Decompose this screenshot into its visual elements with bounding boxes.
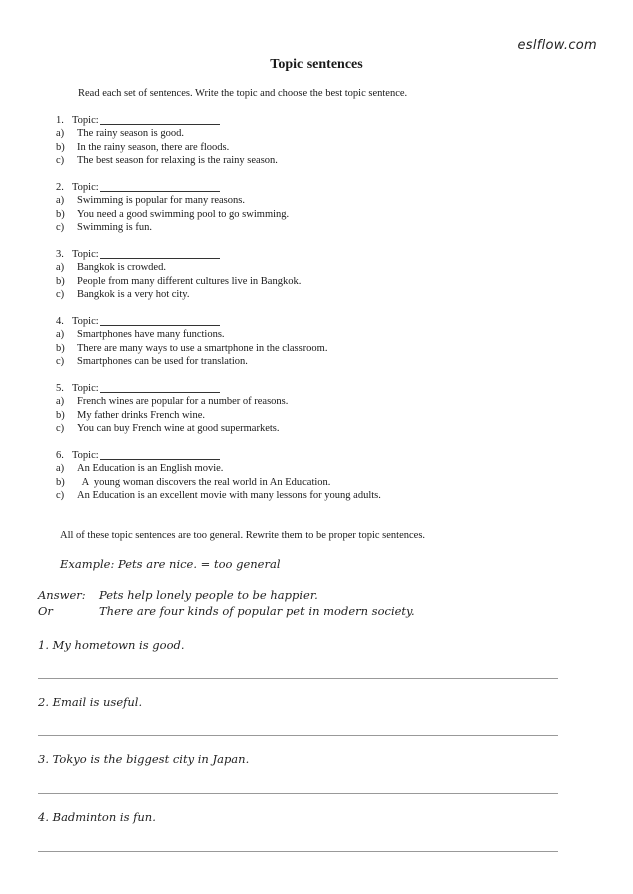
topic-blank[interactable]	[100, 449, 220, 460]
topic-blank[interactable]	[100, 248, 220, 259]
question-number: 5.	[56, 383, 64, 394]
option-a: a) Smartphones have many functions.	[56, 329, 225, 341]
topic-blank[interactable]	[100, 114, 220, 125]
option-c: c) Smartphones can be used for translation.	[56, 355, 248, 367]
answer-line-1[interactable]	[38, 678, 558, 679]
question-1	[56, 114, 278, 167]
topic-line	[56, 248, 301, 261]
question-4	[56, 315, 327, 368]
example-answer	[38, 587, 415, 619]
question-5	[56, 382, 288, 435]
question-number: 2.	[56, 182, 64, 193]
option-b: b) My father drinks French wine.	[56, 409, 206, 421]
answer-line-3[interactable]	[38, 793, 558, 794]
option-a: a) The rainy season is good.	[56, 128, 185, 140]
topic-label: Topic:	[72, 249, 99, 260]
task-1: 1. My hometown is good.	[38, 638, 185, 652]
topic-label: Topic:	[72, 115, 99, 126]
topic-line	[56, 315, 327, 328]
topic-line	[56, 114, 278, 127]
topic-blank[interactable]	[100, 382, 220, 393]
brand-watermark: eslflow.com	[517, 38, 597, 53]
option-a: a) French wines are popular for a number of reasons.	[56, 396, 289, 408]
option-c: c) An Education is an excellent movie with many lessons for young adults.	[56, 489, 381, 501]
task-2: 2. Email is useful.	[38, 695, 143, 709]
answer-1: Pets help lonely people to be happier.	[99, 588, 318, 602]
or-label: Or	[38, 604, 53, 618]
option-a: a) Bangkok is crowded.	[56, 262, 166, 274]
topic-label: Topic:	[72, 316, 99, 327]
topic-label: Topic:	[72, 182, 99, 193]
option-b: b) You need a good swimming pool to go swimming.	[56, 208, 290, 220]
answer-2: There are four kinds of popular pet in modern society.	[99, 604, 415, 618]
option-a: a) An Education is an English movie.	[56, 463, 224, 475]
answer-line-2[interactable]	[38, 735, 558, 736]
option-b: b) A young woman discovers the real world in An Education.	[56, 476, 331, 488]
example-sentence: Example: Pets are nice. = too general	[60, 557, 281, 571]
answer-line-4[interactable]	[38, 851, 558, 852]
topic-blank[interactable]	[100, 315, 220, 326]
question-6	[56, 449, 381, 502]
topic-label: Topic:	[72, 383, 99, 394]
option-b: b) There are many ways to use a smartphone in the classroom.	[56, 342, 328, 354]
option-b: b) In the rainy season, there are floods.	[56, 141, 230, 153]
topic-line	[56, 382, 288, 395]
option-c: c) Bangkok is a very hot city.	[56, 288, 190, 300]
task-4: 4. Badminton is fun.	[38, 810, 156, 824]
question-2	[56, 181, 289, 234]
topic-line	[56, 449, 381, 462]
question-number: 3.	[56, 249, 64, 260]
topic-label: Topic:	[72, 450, 99, 461]
question-3	[56, 248, 301, 301]
topic-blank[interactable]	[100, 181, 220, 192]
page-title: Topic sentences	[270, 57, 363, 72]
topic-line	[56, 181, 289, 194]
instructions: Read each set of sentences. Write the topic and choose the best topic sentence.	[78, 88, 408, 99]
question-number: 1.	[56, 115, 64, 126]
question-number: 4.	[56, 316, 64, 327]
option-c: c) Swimming is fun.	[56, 221, 152, 233]
part2-instructions: All of these topic sentences are too general. Rewrite them to be proper topic sentences.	[60, 530, 426, 541]
question-number: 6.	[56, 450, 64, 461]
option-b: b) People from many different cultures live in Bangkok.	[56, 275, 302, 287]
task-3: 3. Tokyo is the biggest city in Japan.	[38, 752, 250, 766]
option-c: c) You can buy French wine at good supermarkets.	[56, 422, 280, 434]
answer-label: Answer:	[38, 588, 86, 602]
option-a: a) Swimming is popular for many reasons.	[56, 195, 245, 207]
option-c: c) The best season for relaxing is the rainy season.	[56, 154, 278, 166]
